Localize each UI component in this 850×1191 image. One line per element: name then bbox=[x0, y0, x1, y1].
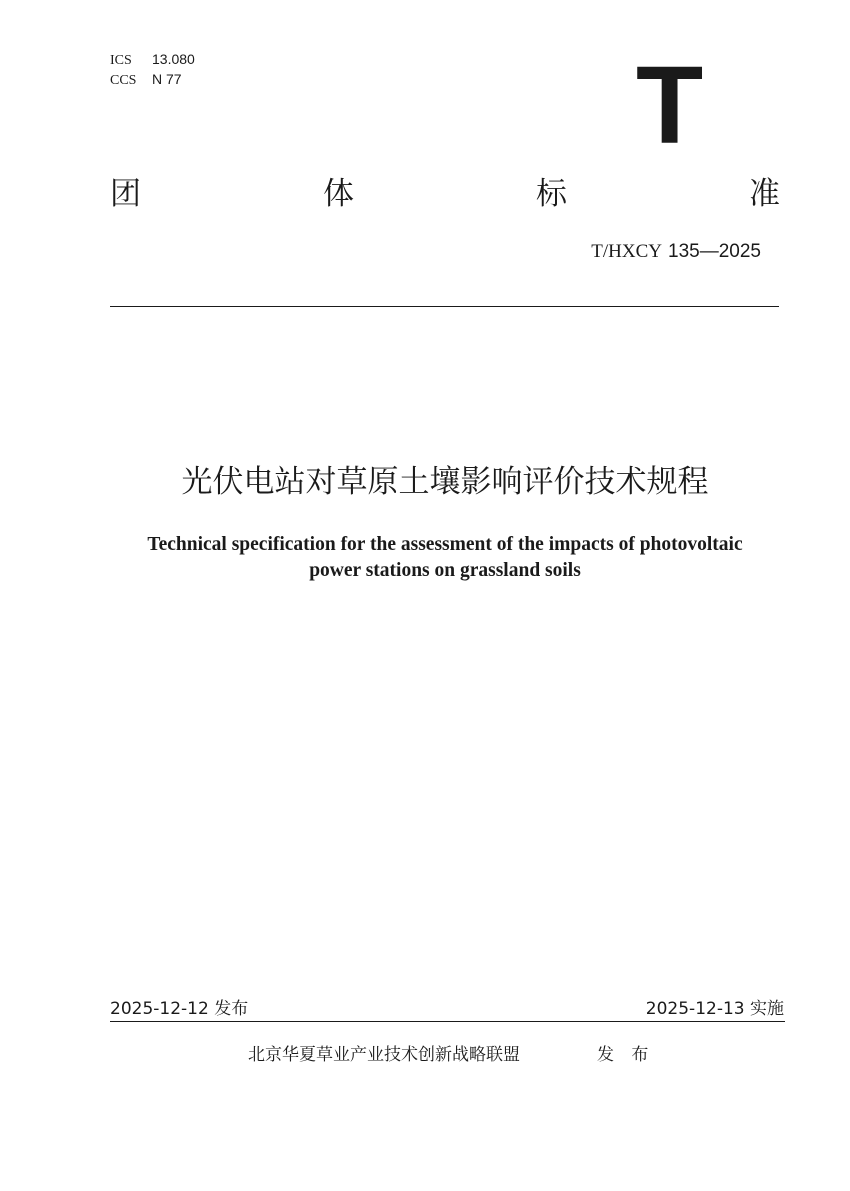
header-divider bbox=[110, 306, 779, 307]
ics-value: 13.080 bbox=[152, 51, 195, 67]
standard-type-char: 准 bbox=[749, 176, 780, 212]
title-chinese: 光伏电站对草原土壤影响评价技术规程 bbox=[181, 464, 709, 500]
ccs-code bbox=[110, 71, 182, 89]
ccs-label: CCS bbox=[110, 73, 137, 88]
ics-code bbox=[110, 51, 195, 69]
publish-label: 发 布 bbox=[597, 1045, 655, 1065]
standard-type-char: 体 bbox=[323, 176, 354, 212]
issue-date: 2025-12-12 发布 bbox=[110, 999, 249, 1019]
ics-label: ICS bbox=[110, 53, 132, 68]
title-english-line2: power stations on grassland soils bbox=[309, 560, 581, 581]
standard-number-value: 135—2025 bbox=[668, 241, 761, 262]
standard-type bbox=[110, 174, 780, 214]
title-english-line1: Technical specification for the assessment of the impacts of photovoltaic bbox=[147, 534, 743, 555]
standard-number bbox=[591, 240, 761, 263]
footer-divider bbox=[110, 1021, 785, 1022]
category-letter: T bbox=[636, 44, 704, 167]
implementation-date: 2025-12-13 实施 bbox=[645, 999, 784, 1019]
publisher-name: 北京华夏草业产业技术创新战略联盟 bbox=[248, 1045, 520, 1065]
standard-type-char: 标 bbox=[536, 176, 567, 212]
standard-number-prefix: T/HXCY bbox=[591, 241, 662, 262]
ccs-value: N 77 bbox=[152, 71, 182, 87]
standard-type-char: 团 bbox=[110, 176, 141, 212]
